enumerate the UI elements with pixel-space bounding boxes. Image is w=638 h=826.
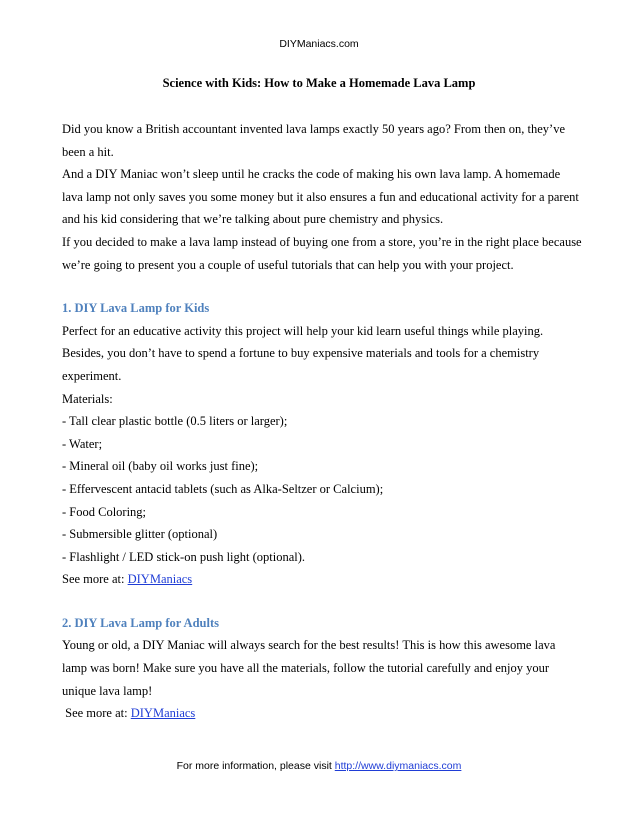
material-item: - Water; bbox=[62, 436, 103, 451]
see-more-label: See more at: bbox=[62, 706, 131, 721]
footer-text: For more information, please visit bbox=[176, 760, 335, 772]
intro-paragraph-3: If you decided to make a lava lamp instead of buying one from a store, you’re in the right place because we’re going to present you a couple of useful tutorials that can help you with your project. bbox=[62, 234, 582, 272]
see-more-label: See more at: bbox=[62, 572, 128, 587]
intro-paragraph-2: And a DIY Maniac won’t sleep until he cracks the code of making his own lava lamp. A homemade lava lamp not only saves you some money but it also ensures a fun and educational activity for a parent and his kid considering that we’re talking about pure chemistry and physics. bbox=[62, 167, 579, 227]
spacer bbox=[62, 276, 582, 297]
section-adults-body: Young or old, a DIY Maniac will always search for the best results! This is how this awesome lava lamp was born! Make sure you have all the materials, follow the tutorial carefully and enjoy your unique lava lamp! bbox=[62, 638, 556, 698]
spacer bbox=[62, 591, 582, 612]
intro-paragraph-1: Did you know a British accountant invented lava lamps exactly 50 years ago? From then on, they’ve been a hit. bbox=[62, 122, 565, 159]
page-title: Science with Kids: How to Make a Homemade Lava Lamp bbox=[162, 76, 476, 90]
material-item: - Submersible glitter (optional) bbox=[62, 527, 218, 542]
diymaniacs-link[interactable]: DIYManiacs bbox=[130, 706, 196, 721]
see-more-kids bbox=[62, 568, 582, 591]
article-body bbox=[62, 118, 582, 725]
material-item: - Tall clear plastic bottle (0.5 liters or larger); bbox=[62, 414, 288, 429]
page-footer bbox=[0, 760, 638, 772]
material-item: - Effervescent antacid tablets (such as Alka-Seltzer or Calcium); bbox=[62, 481, 384, 496]
section-heading-adults: 2. DIY Lava Lamp for Adults bbox=[62, 615, 219, 630]
section-kids-body: Perfect for an educative activity this project will help your kid learn useful things while playing. Besides, you don’t have to spend a fortune to buy expensive materials and tools for a chemistry experiment. bbox=[62, 323, 544, 383]
material-item: - Food Coloring; bbox=[62, 504, 147, 519]
diymaniacs-link[interactable]: DIYManiacs bbox=[127, 572, 193, 587]
section-heading-kids: 1. DIY Lava Lamp for Kids bbox=[62, 301, 210, 316]
material-item: - Flashlight / LED stick-on push light (optional). bbox=[62, 549, 306, 564]
site-header: DIYManiacs.com bbox=[279, 38, 359, 50]
materials-label: Materials: bbox=[62, 391, 113, 406]
footer-website-link[interactable]: http://www.diymaniacs.com bbox=[334, 760, 462, 772]
see-more-adults bbox=[62, 702, 582, 725]
material-item: - Mineral oil (baby oil works just fine); bbox=[62, 459, 259, 474]
